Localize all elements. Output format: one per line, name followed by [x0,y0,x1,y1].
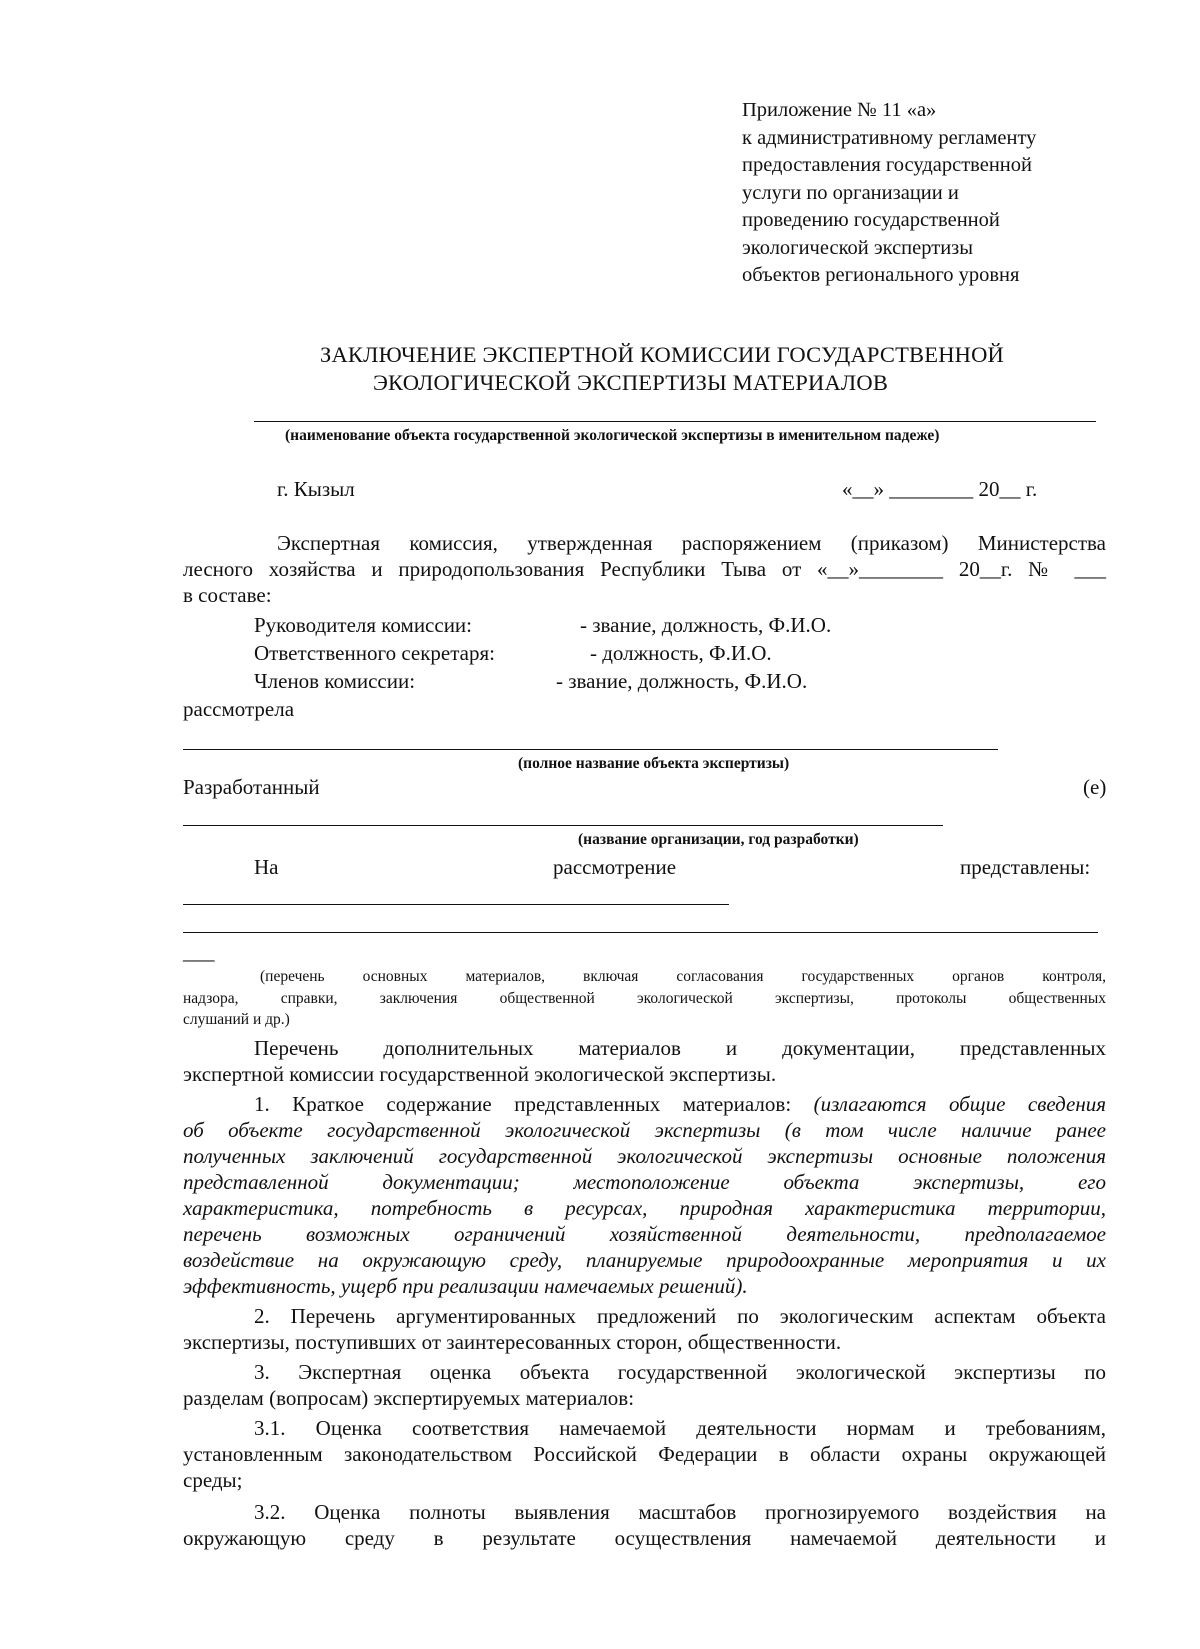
section-3-2-line-1: 3.2. Оценка полноты выявления масштабов прогнозируемого воздействия на [254,1500,1106,1524]
section-1-line-6: перечень возможных ограничений хозяйственной деятельности, предполагаемое [183,1222,1106,1246]
object-name-blank [254,421,1096,422]
materials-hint-1: (перечень основных материалов, включая согласования государственных органов контроля, [260,968,1106,985]
section-2-line-2: экспертизы, поступивших от заинтересованных сторон, общественности. [183,1330,842,1354]
materials-hint-3: слушаний и др.) [183,1011,290,1028]
full-name-hint: (полное название объекта экспертизы) [518,755,790,772]
appendix-line: проведению государственной [742,209,1000,231]
section-1-lead: 1. Краткое содержание представленных материалов: [254,1092,814,1116]
appendix-line: экологической экспертизы [742,236,974,259]
member-value-chair: - звание, должность, Ф.И.О. [580,613,832,637]
appendix-line: услуги по организации и [742,181,959,204]
reviewed-word: рассмотрела [183,697,295,721]
section-1-line-3: полученных заключений государственной экологической экспертизы основные положения [183,1144,1106,1168]
commission-line-2: лесного хозяйства и природопользования Республики Тыва от «__»________ 20__г. № ___ [183,557,1106,581]
commission-line-3: в составе: [183,583,272,607]
appendix-line: предоставления государственной [742,154,1032,176]
full-name-blank [183,749,998,750]
document-title-line-2: ЭКОЛОГИЧЕСКОЙ ЭКСПЕРТИЗЫ МАТЕРИАЛОВ [373,370,889,395]
section-1-line-2: об объекте государственной экологической экспертизы (в том числе наличие ранее [183,1118,1106,1142]
section-3-line-1: 3. Экспертная оценка объекта государственной экологической экспертизы по [254,1360,1106,1384]
section-1-line-8: эффективность, ущерб при реализации намечаемых решений). [183,1274,748,1298]
section-1-line-1 [254,1092,1106,1117]
appendix-block [742,97,1036,290]
materials-hint-2: надзора, справки, заключения общественной экологической экспертизы, протоколы общественных [183,990,1106,1007]
place: г. Кызыл [277,477,355,501]
appendix-line: к административному регламенту [742,126,1037,149]
section-1-line-5: характеристика, потребность в ресурсах, природная характеристика территории, [183,1196,1106,1220]
document-title-line-1: ЗАКЛЮЧЕНИЕ ЭКСПЕРТНОЙ КОМИССИИ ГОСУДАРСТВЕННОЙ [320,342,1005,367]
section-3-1-line-1: 3.1. Оценка соответствия намечаемой деятельности нормам и требованиям, [254,1416,1106,1440]
section-2-line-1: 2. Перечень аргументированных предложений по экологическим аспектам объекта [254,1304,1106,1328]
member-role-members: Членов комиссии: [254,669,416,693]
submitted-word-2: рассмотрение [553,855,677,879]
section-1-line-4: представленной документации; местоположение объекта экспертизы, его [183,1170,1106,1194]
section-1-lead-italic: (излагаются общие сведения [813,1092,1106,1116]
materials-blank-2 [183,932,1098,933]
additional-line-2: экспертной комиссии государственной экологической экспертизы. [183,1062,777,1086]
object-name-hint: (наименование объекта государственной экологической экспертизы в именительном падеже) [285,427,940,444]
materials-blank-1 [183,904,729,905]
section-3-1-line-3: среды; [183,1468,243,1492]
developed-label: Разработанный [183,775,320,799]
member-value-members: - звание, должность, Ф.И.О. [556,669,808,693]
additional-line-1: Перечень дополнительных материалов и документации, представленных [254,1036,1106,1060]
appendix-line: Приложение № 11 «а» [742,99,937,121]
submitted-word-1: На [254,855,279,879]
submitted-word-3: представлены: [960,855,1091,879]
section-3-line-2: разделам (вопросам) экспертируемых материалов: [183,1386,635,1410]
section-3-2-line-2: окружающую среду в результате осуществления намечаемой деятельности и [183,1526,1106,1550]
materials-dash: ___ [183,940,215,964]
appendix-line: объектов регионального уровня [742,264,1020,286]
date-template: «__» ________ 20__ г. [842,477,1038,501]
member-role-secretary: Ответственного секретаря: [254,641,495,665]
section-1-line-7: воздействие на окружающую среду, планируемые природоохранные мероприятия и их [183,1248,1106,1272]
member-role-chair: Руководителя комиссии: [254,613,473,637]
organization-hint: (название организации, год разработки) [578,831,859,848]
organization-blank [183,825,943,826]
member-value-secretary: - должность, Ф.И.О. [590,641,772,665]
section-3-1-line-2: установленным законодательством Российской Федерации в области охраны окружающей [183,1442,1106,1466]
developed-suffix: (е) [1083,775,1107,799]
commission-line-1: Экспертная комиссия, утвержденная распоряжением (приказом) Министерства [277,531,1106,555]
